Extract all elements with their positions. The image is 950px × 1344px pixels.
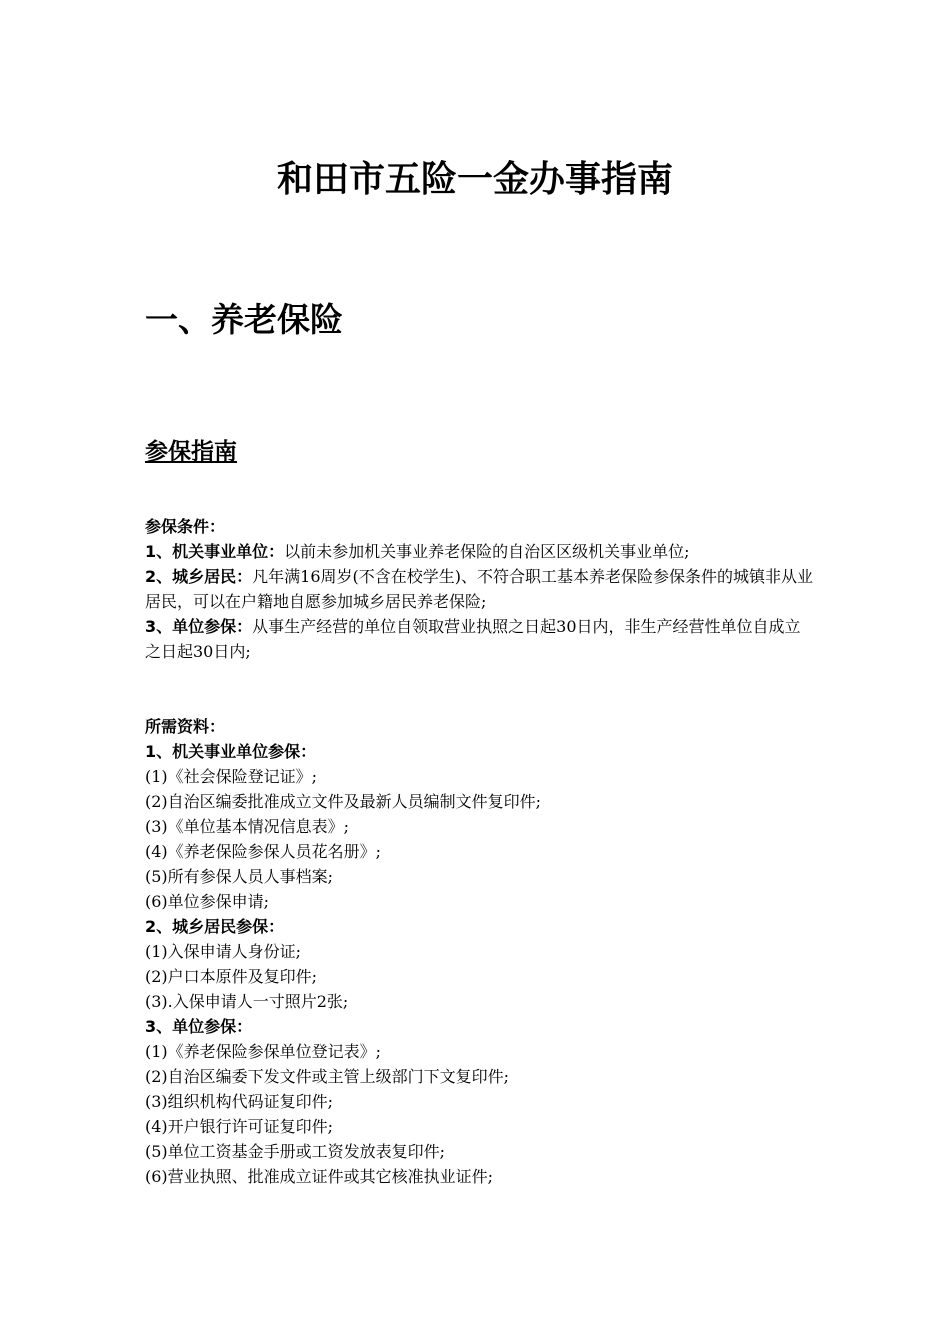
list-item: (6)营业执照、批准成立证件或其它核准执业证件; bbox=[145, 1167, 494, 1186]
materials-block bbox=[145, 714, 815, 1189]
section-heading: 一、养老保险 bbox=[145, 300, 343, 339]
document-title: 和田市五险一金办事指南 bbox=[276, 159, 673, 200]
list-item: (5)所有参保人员人事档案; bbox=[145, 867, 334, 886]
list-item: (3).入保申请人一寸照片2张; bbox=[145, 992, 349, 1011]
list-item: (6)单位参保申请; bbox=[145, 892, 270, 911]
list-item: (3)《单位基本情况信息表》; bbox=[145, 817, 350, 836]
list-item: (1)《养老保险参保单位登记表》; bbox=[145, 1042, 382, 1061]
materials-heading: 所需资料： bbox=[145, 717, 226, 736]
conditions-block bbox=[145, 514, 815, 664]
subsection-heading: 参保指南 bbox=[145, 439, 237, 465]
list-item: (2)自治区编委下发文件或主管上级部门下文复印件; bbox=[145, 1067, 510, 1086]
condition-text: 从事生产经营的单位自领取营业执照之日起30日内，非生产经营性单位自成立之日起30日内; bbox=[145, 617, 801, 661]
materials-group-label: 1、机关事业单位参保： bbox=[145, 742, 317, 761]
list-item: (5)单位工资基金手册或工资发放表复印件; bbox=[145, 1142, 446, 1161]
condition-item bbox=[145, 614, 815, 664]
list-item: (1)入保申请人身份证; bbox=[145, 942, 302, 961]
condition-item bbox=[145, 539, 815, 564]
condition-item bbox=[145, 564, 815, 614]
list-item: (4)开户银行许可证复印件; bbox=[145, 1117, 334, 1136]
list-item: (2)自治区编委批准成立文件及最新人员编制文件复印件; bbox=[145, 792, 542, 811]
condition-text: 以前未参加机关事业养老保险的自治区区级机关事业单位; bbox=[284, 542, 690, 561]
condition-label: 1、机关事业单位： bbox=[145, 542, 285, 561]
conditions-heading: 参保条件： bbox=[145, 517, 226, 536]
list-item: (4)《养老保险参保人员花名册》; bbox=[145, 842, 382, 861]
materials-group-label: 3、单位参保： bbox=[145, 1017, 253, 1036]
condition-text: 凡年满16周岁(不含在校学生)、不符合职工基本养老保险参保条件的城镇非从业居民，可以在户籍地自愿参加城乡居民养老保险; bbox=[145, 567, 813, 611]
condition-label: 3、单位参保： bbox=[145, 617, 253, 636]
condition-label: 2、城乡居民： bbox=[145, 567, 253, 586]
materials-group-label: 2、城乡居民参保： bbox=[145, 917, 285, 936]
list-item: (2)户口本原件及复印件; bbox=[145, 967, 318, 986]
list-item: (3)组织机构代码证复印件; bbox=[145, 1092, 334, 1111]
list-item: (1)《社会保险登记证》; bbox=[145, 767, 318, 786]
